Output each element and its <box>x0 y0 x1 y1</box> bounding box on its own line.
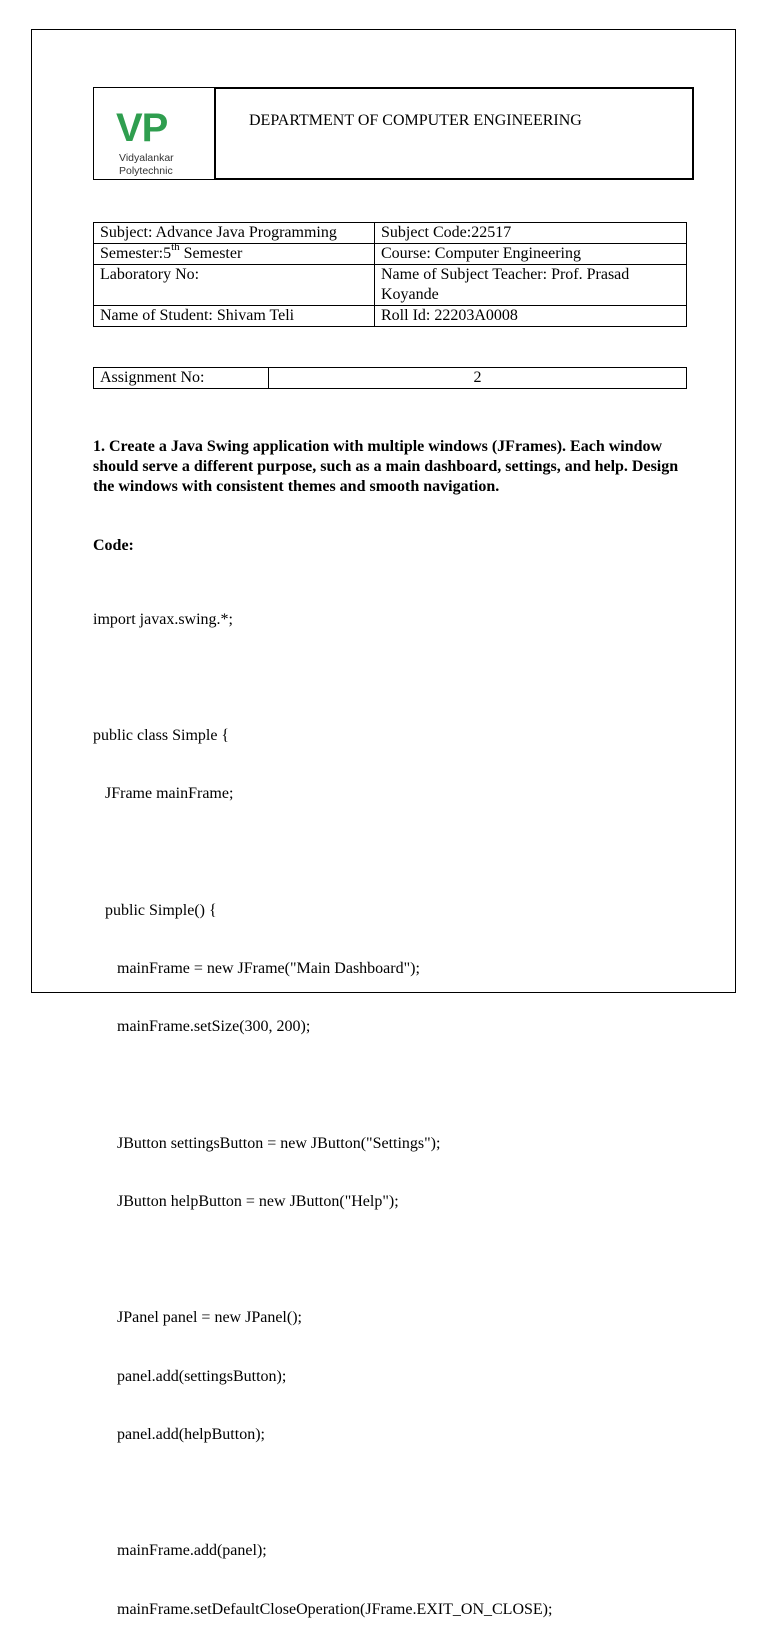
code-line: mainFrame = new JFrame("Main Dashboard"); <box>93 960 420 978</box>
code-line <box>93 1250 552 1269</box>
table-row <box>94 368 687 389</box>
code-line: mainFrame.add(panel); <box>93 1542 267 1560</box>
code-line: JButton helpButton = new JButton("Help"); <box>93 1193 399 1210</box>
logo-letters: VP <box>116 106 168 150</box>
assignment-table <box>93 367 687 389</box>
code-line: mainFrame.setSize(300, 200); <box>93 1018 311 1036</box>
code-line <box>93 843 552 862</box>
semester-sup: th <box>171 240 180 253</box>
logo-line-1: Vidyalankar <box>119 152 174 164</box>
header-box <box>93 87 694 181</box>
code-line <box>93 668 552 687</box>
code-line: JButton settingsButton = new JButton("Settings"); <box>93 1134 441 1152</box>
department-title: DEPARTMENT OF COMPUTER ENGINEERING <box>249 112 582 129</box>
course-cell: Course: Computer Engineering <box>375 244 687 265</box>
table-row <box>94 306 687 327</box>
question-text: 1. Create a Java Swing application with multiple windows (JFrames). Each window should serve a different purpose, such as a main dashboard, settings, and help. Design the windows with consistent themes and smooth navigation. <box>93 438 679 495</box>
code-block <box>93 571 552 1638</box>
code-line: JFrame mainFrame; <box>93 785 234 803</box>
code-line <box>93 1076 552 1095</box>
table-row <box>94 265 687 306</box>
code-line: public class Simple { <box>93 727 230 745</box>
info-table <box>93 222 687 327</box>
department-cell <box>214 87 694 180</box>
code-line <box>93 1483 552 1502</box>
subject-cell: Subject: Advance Java Programming <box>94 223 375 244</box>
code-line: mainFrame.setDefaultCloseOperation(JFrame.EXIT_ON_CLOSE); <box>93 1600 553 1618</box>
subject-code-cell: Subject Code:22517 <box>375 223 687 244</box>
roll-id-cell: Roll Id: 22203A0008 <box>375 306 687 327</box>
code-line: panel.add(helpButton); <box>93 1425 265 1443</box>
lab-no-cell: Laboratory No: <box>94 265 375 306</box>
teacher-cell: Name of Subject Teacher: Prof. Prasad Koyande <box>375 265 687 306</box>
semester-prefix: Semester:5 <box>100 245 172 262</box>
logo-line-2: Polytechnic <box>119 165 173 177</box>
table-row <box>94 223 687 244</box>
table-row <box>94 244 687 265</box>
code-line: import javax.swing.*; <box>93 610 233 628</box>
code-line: JPanel panel = new JPanel(); <box>93 1309 302 1327</box>
logo-text <box>119 152 174 178</box>
semester-cell <box>94 240 375 265</box>
logo <box>93 87 215 180</box>
code-line: panel.add(settingsButton); <box>93 1367 287 1385</box>
code-line: public Simple() { <box>93 901 217 919</box>
assignment-label: Assignment No: <box>94 368 269 389</box>
student-cell: Name of Student: Shivam Teli <box>94 306 375 327</box>
semester-suffix: Semester <box>179 245 243 262</box>
assignment-value: 2 <box>269 368 687 389</box>
code-label: Code: <box>93 537 134 554</box>
